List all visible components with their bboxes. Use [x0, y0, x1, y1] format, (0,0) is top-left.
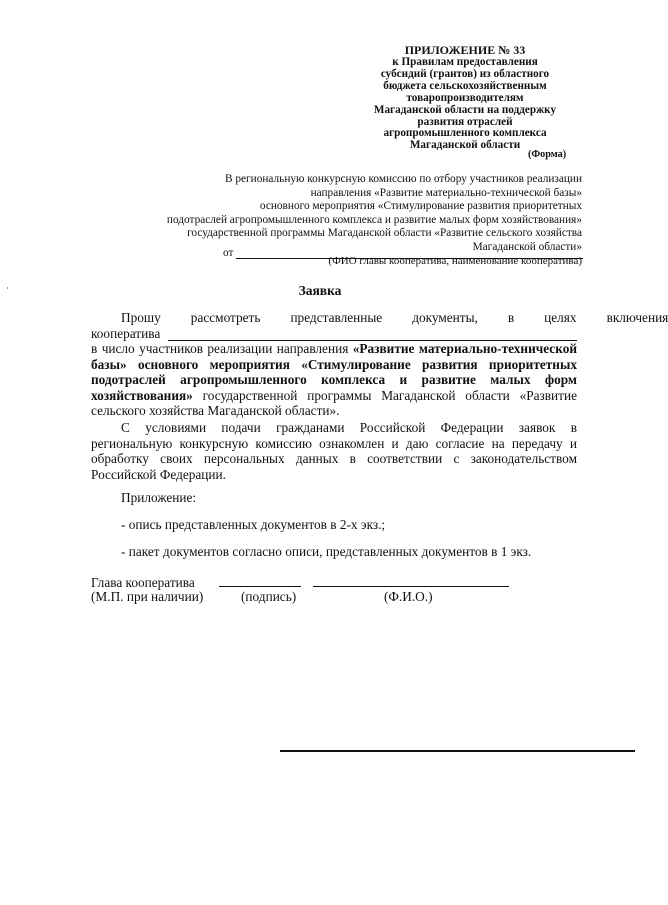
appendix-line: Магаданской области — [409, 139, 521, 152]
request-paragraph — [91, 310, 668, 419]
attachment-item: - опись представленных документов в 2-х экз.; — [121, 517, 386, 532]
appendix-line: бюджета сельскохозяйственным — [383, 79, 547, 92]
form-note: (Форма) — [528, 149, 567, 160]
request-word: документы, — [412, 310, 478, 325]
name-fill-line[interactable] — [313, 586, 509, 587]
appendix-line: развития отраслей — [417, 115, 513, 128]
consent-text: С условиями подачи гражданами Российской Федерации заявок в региональную конкурсную комиссию ознакомлен и даю согласие на передачу и обработку своих персональных данных в соответствии с законодательством Российской Федерации. — [91, 420, 577, 482]
cooperative-label: кооператива — [91, 325, 161, 341]
request-first-line — [91, 310, 668, 326]
addressee-line: направления «Развитие материально-технической базы» — [310, 186, 582, 199]
cooperative-field[interactable] — [91, 326, 577, 342]
cooperative-fill-line[interactable] — [168, 328, 577, 341]
head-of-cooperative-label: Глава кооператива — [91, 575, 195, 590]
request-plain: в число участников реализации направления — [91, 341, 353, 356]
addressee-line: государственной программы Магаданской области «Развитие сельского хозяйства — [187, 227, 582, 240]
attachments-heading: Приложение: — [121, 490, 197, 505]
addressee-line: В региональную конкурсную комиссию по отбору участников реализации — [225, 173, 582, 185]
request-tail: государственной программы Магаданской области «Развитие сельского хозяйства Магаданской области». — [91, 387, 577, 418]
appendix-line: субсидий (грантов) из областного — [380, 67, 550, 80]
document-title: Заявка — [298, 283, 342, 298]
appendix-line: Магаданской области на поддержку — [373, 103, 557, 116]
signature-caption: (подпись) — [241, 589, 297, 604]
appendix-line: товаропроизводителям — [406, 91, 524, 104]
addressee-block — [102, 173, 582, 255]
addressee-line: подотраслей агропромышленного комплекса и развитие малых форм хозяйствования» — [166, 213, 582, 226]
consent-paragraph — [91, 420, 577, 482]
request-word: представленные — [290, 310, 383, 325]
addressee-line: Магаданской области» — [472, 240, 582, 253]
attachment-item: - пакет документов согласно описи, представленных документов в 1 экз. — [121, 544, 532, 559]
request-word: рассмотреть — [190, 310, 261, 325]
direction-name: «Развитие материально-технической базы» основного мероприятия «Стимулирование развития приоритетных подотраслей агропромышленного комплекса и развитие малых форм хозяйствования» — [91, 341, 578, 403]
stamp-label: (М.П. при наличии) — [91, 589, 204, 604]
signature-fill-line[interactable] — [219, 586, 301, 587]
addressee-line: основного мероприятия «Стимулирование развития приоритетных — [259, 200, 582, 213]
name-caption: (Ф.И.О.) — [384, 589, 433, 604]
request-word: Прошу — [121, 310, 161, 325]
from-caption: (ФИО главы кооператива, наименование кооператива) — [328, 255, 582, 267]
request-word: включения — [606, 310, 668, 325]
appendix-line: к Правилам предоставления — [392, 56, 538, 68]
page-bottom-rule — [280, 750, 635, 752]
request-word: целях — [544, 310, 577, 325]
appendix-line: агропромышленного комплекса — [383, 127, 547, 140]
from-label: от — [223, 247, 234, 259]
request-continuation — [91, 341, 577, 419]
appendix-header — [330, 44, 600, 152]
request-word: в — [507, 310, 515, 325]
appendix-number: ПРИЛОЖЕНИЕ № 33 — [404, 43, 526, 57]
